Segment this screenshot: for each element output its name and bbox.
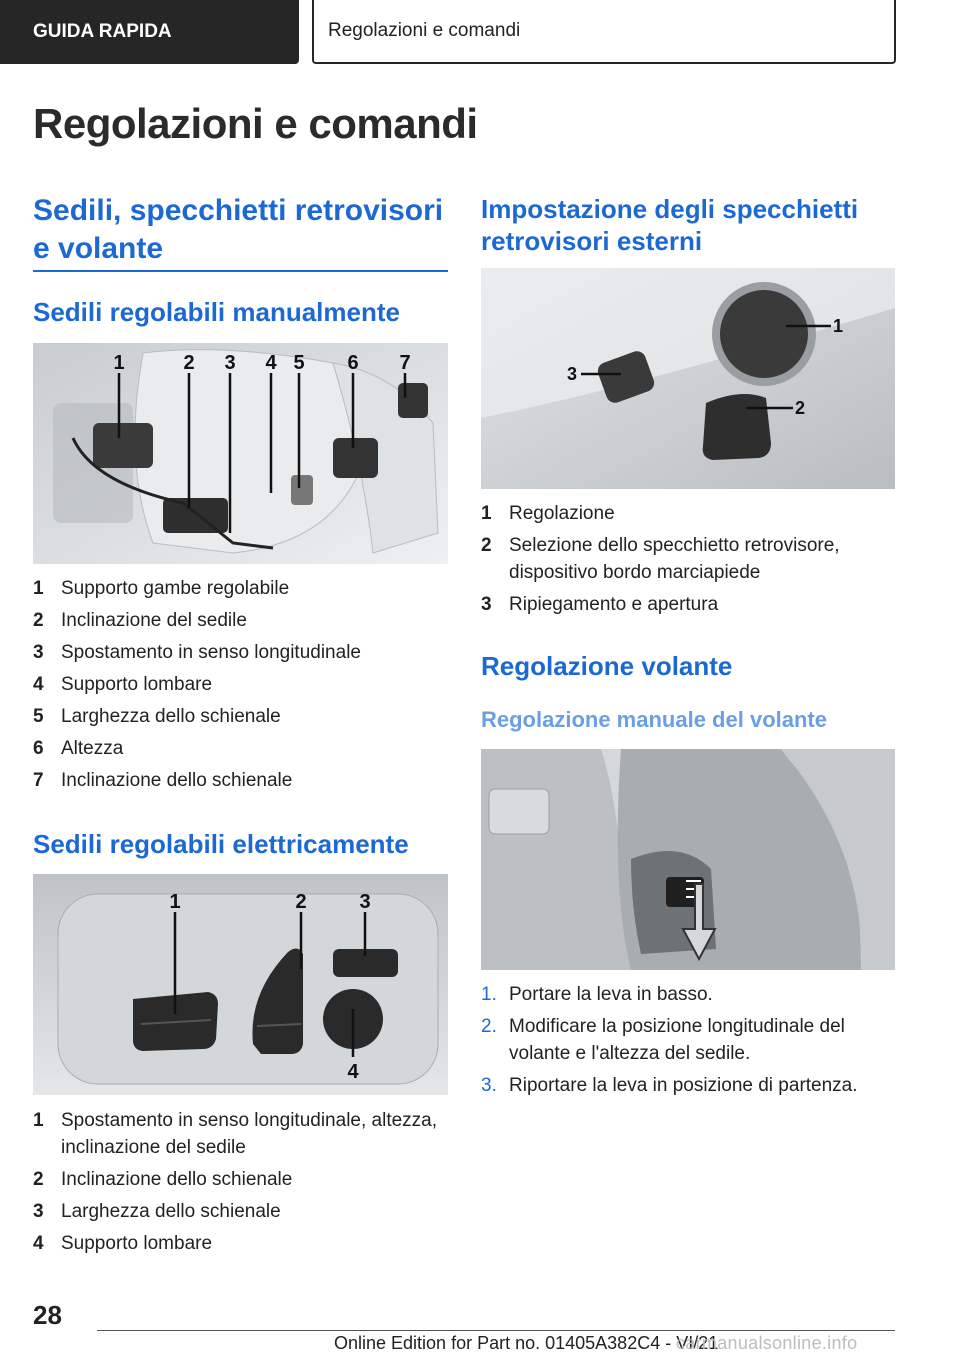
callout-2: 2 xyxy=(795,398,806,418)
callout-2: 2 xyxy=(183,352,195,374)
electric-seat-legend xyxy=(33,1107,448,1262)
list-item: 1 Spostamento in senso longitudinale, altezza, inclinazione del sedile xyxy=(33,1110,438,1158)
list-item: 2 Inclinazione dello schienale xyxy=(33,1169,293,1190)
electric-seats-heading: Sedili regolabili elettricamente xyxy=(33,829,409,859)
list-item: 3 Spostamento in senso longitudinale xyxy=(33,642,361,663)
callout-6: 6 xyxy=(347,352,359,374)
list-item: 2 Selezione dello specchietto retrovisore, dispositivo bordo marciapiede xyxy=(481,535,840,583)
callout-5: 5 xyxy=(293,352,305,374)
callout-4: 4 xyxy=(265,352,277,374)
list-item: 1. Portare la leva in basso. xyxy=(481,984,713,1005)
chapter-tab xyxy=(312,0,896,64)
callout-1: 1 xyxy=(833,316,844,336)
callout-3: 3 xyxy=(359,891,371,913)
list-item: 1 Supporto gambe regolabile xyxy=(33,578,290,599)
callout-4: 4 xyxy=(347,1061,359,1083)
steering-subheading: Regolazione manuale del volante xyxy=(481,707,827,732)
callout-3: 3 xyxy=(567,364,578,384)
watermark: carmanualsonline.info xyxy=(676,1333,858,1353)
steering-heading: Regolazione volante xyxy=(481,651,733,681)
mirror-legend xyxy=(481,500,896,623)
callout-3: 3 xyxy=(224,352,236,374)
list-item: 3 Larghezza dello schienale xyxy=(33,1201,281,1222)
manual-seat-legend xyxy=(33,575,448,799)
electric-seat-image xyxy=(33,874,448,1095)
list-item: 4 Supporto lombare xyxy=(33,674,213,695)
edition-text: Online Edition for Part no. 01405A382C4 - VI/21 xyxy=(334,1333,719,1353)
callout-1: 1 xyxy=(169,891,181,913)
chapter-tab-label: Regolazioni e comandi xyxy=(328,20,521,41)
steering-lever-illustration xyxy=(481,749,895,970)
list-item: 7 Inclinazione dello schienale xyxy=(33,770,293,791)
list-item: 2 Inclinazione del sedile xyxy=(33,610,247,631)
callout-1: 1 xyxy=(113,352,125,374)
section-tab-label: GUIDA RAPIDA xyxy=(33,21,172,42)
steering-steps xyxy=(481,981,896,1104)
footer-divider xyxy=(97,1330,895,1331)
list-item: 6 Altezza xyxy=(33,738,124,759)
list-item: 1 Regolazione xyxy=(481,503,615,524)
list-item: 4 Supporto lombare xyxy=(33,1233,213,1254)
steering-lever-image xyxy=(481,749,895,970)
list-item: 2. Modificare la posizione longitudinale del volante e l'altezza del sedile. xyxy=(481,1016,845,1064)
mirrors-heading: Impostazione degli specchietti retrovisori esterni xyxy=(481,194,859,256)
manual-seats-heading: Sedili regolabili manualmente xyxy=(33,297,400,327)
page-title: Regolazioni e comandi xyxy=(33,100,478,147)
page-number: 28 xyxy=(33,1300,62,1330)
list-item: 3 Ripiegamento e apertura xyxy=(481,594,719,615)
electric-seat-illustration xyxy=(33,874,448,1095)
mirror-controls-illustration xyxy=(481,268,895,489)
section-title: Sedili, specchietti retrovisori e volante xyxy=(33,194,444,265)
section-tab xyxy=(0,0,299,64)
manual-seat-image xyxy=(33,343,448,564)
callout-7: 7 xyxy=(399,352,411,374)
mirror-controls-image xyxy=(481,268,895,489)
callout-2: 2 xyxy=(295,891,307,913)
list-item: 3. Riportare la leva in posizione di partenza. xyxy=(481,1075,858,1096)
manual-seat-illustration xyxy=(33,343,448,564)
section-divider xyxy=(33,270,448,272)
list-item: 5 Larghezza dello schienale xyxy=(33,706,281,727)
